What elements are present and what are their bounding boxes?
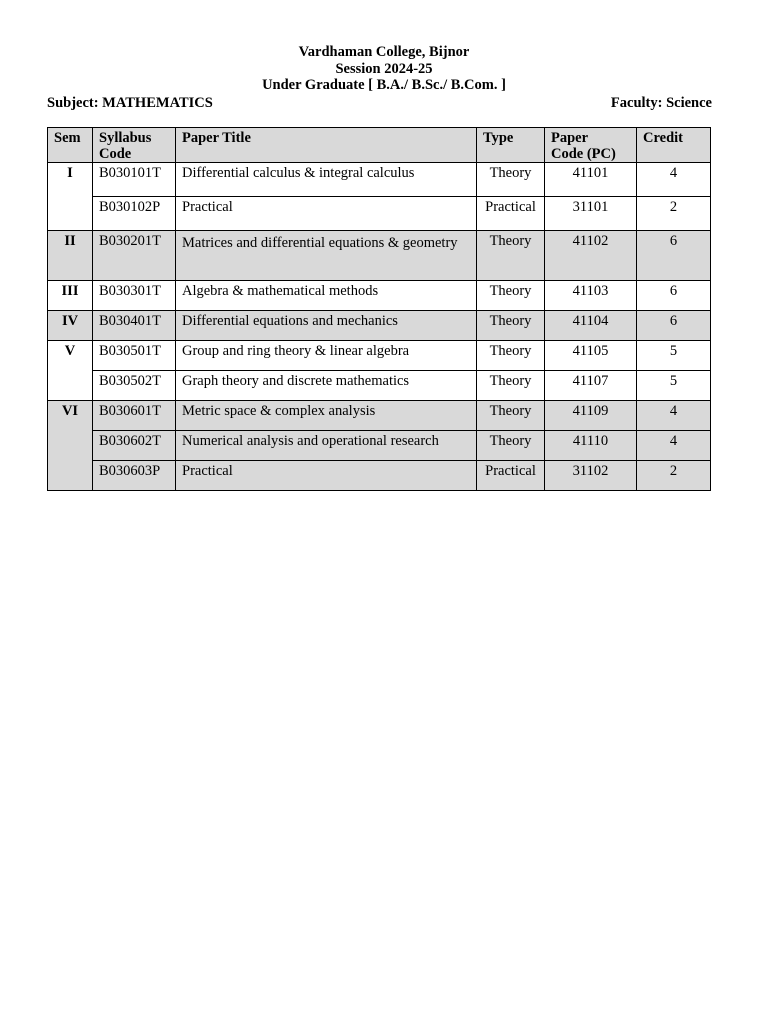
table-header-row bbox=[48, 128, 711, 163]
sem-cell: V bbox=[48, 341, 93, 401]
credit-cell: 4 bbox=[637, 401, 711, 431]
header-syllabus-code bbox=[93, 128, 176, 163]
subject-label: Subject: MATHEMATICS bbox=[47, 95, 213, 111]
paper-code-cell: 41103 bbox=[545, 281, 637, 311]
credit-cell: 4 bbox=[637, 163, 711, 197]
type-cell: Theory bbox=[477, 231, 545, 281]
paper-code-cell: 41105 bbox=[545, 341, 637, 371]
sem-cell: VI bbox=[48, 401, 93, 491]
syllabus-code-cell: B030101T bbox=[93, 163, 176, 197]
header-syllabus-code-line1: Syllabus bbox=[99, 130, 152, 146]
session-label: Session 2024-25 bbox=[335, 60, 433, 77]
college-name: Vardhaman College, Bijnor bbox=[298, 44, 470, 60]
type-cell: Practical bbox=[477, 197, 545, 231]
paper-title-cell: Practical bbox=[176, 461, 477, 491]
paper-code-cell: 41101 bbox=[545, 163, 637, 197]
type-cell: Theory bbox=[477, 341, 545, 371]
paper-code-cell: 31102 bbox=[545, 461, 637, 491]
header-sem: Sem bbox=[48, 128, 93, 163]
paper-title-cell: Group and ring theory & linear algebra bbox=[176, 341, 477, 371]
paper-title-cell: Differential equations and mechanics bbox=[176, 311, 477, 341]
type-cell: Theory bbox=[477, 401, 545, 431]
paper-title-cell: Practical bbox=[176, 197, 477, 231]
paper-code-cell: 41109 bbox=[545, 401, 637, 431]
table-row bbox=[48, 371, 711, 401]
type-cell: Practical bbox=[477, 461, 545, 491]
syllabus-code-cell: B030603P bbox=[93, 461, 176, 491]
syllabus-code-cell: B030301T bbox=[93, 281, 176, 311]
header-credit: Credit bbox=[637, 128, 711, 163]
syllabus-code-cell: B030401T bbox=[93, 311, 176, 341]
paper-code-cell: 41107 bbox=[545, 371, 637, 401]
paper-title-cell: Numerical analysis and operational research bbox=[176, 431, 477, 461]
syllabus-code-cell: B030201T bbox=[93, 231, 176, 281]
paper-code-cell: 31101 bbox=[545, 197, 637, 231]
table-row bbox=[48, 311, 711, 341]
paper-code-cell: 41104 bbox=[545, 311, 637, 341]
table-row bbox=[48, 461, 711, 491]
credit-cell: 4 bbox=[637, 431, 711, 461]
table-row bbox=[48, 163, 711, 197]
paper-title-cell: Algebra & mathematical methods bbox=[176, 281, 477, 311]
sem-cell: IV bbox=[48, 311, 93, 341]
header-paper-title: Paper Title bbox=[176, 128, 477, 163]
program-label: Under Graduate [ B.A./ B.Sc./ B.Com. ] bbox=[262, 77, 506, 93]
type-cell: Theory bbox=[477, 163, 545, 197]
credit-cell: 6 bbox=[637, 311, 711, 341]
sem-cell: III bbox=[48, 281, 93, 311]
table-row bbox=[48, 281, 711, 311]
header-paper-code-line1: Paper bbox=[551, 130, 589, 146]
credit-cell: 5 bbox=[637, 341, 711, 371]
type-cell: Theory bbox=[477, 371, 545, 401]
paper-title-cell: Differential calculus & integral calculus bbox=[176, 163, 477, 197]
credit-cell: 6 bbox=[637, 281, 711, 311]
syllabus-code-cell: B030502T bbox=[93, 371, 176, 401]
syllabus-code-cell: B030602T bbox=[93, 431, 176, 461]
paper-code-cell: 41102 bbox=[545, 231, 637, 281]
syllabus-code-cell: B030501T bbox=[93, 341, 176, 371]
header-type: Type bbox=[477, 128, 545, 163]
credit-cell: 2 bbox=[637, 461, 711, 491]
syllabus-code-cell: B030601T bbox=[93, 401, 176, 431]
header-syllabus-code-line2: Code bbox=[99, 146, 132, 162]
paper-title-cell: Matrices and differential equations & geometry bbox=[176, 231, 477, 281]
table-row bbox=[48, 431, 711, 461]
paper-title-cell: Metric space & complex analysis bbox=[176, 401, 477, 431]
faculty-label: Faculty: Science bbox=[610, 95, 712, 111]
type-cell: Theory bbox=[477, 281, 545, 311]
syllabus-table bbox=[47, 127, 711, 491]
credit-cell: 2 bbox=[637, 197, 711, 231]
credit-cell: 5 bbox=[637, 371, 711, 401]
sem-cell: II bbox=[48, 231, 93, 281]
credit-cell: 6 bbox=[637, 231, 711, 281]
sem-cell: I bbox=[48, 163, 93, 231]
type-cell: Theory bbox=[477, 431, 545, 461]
document-header bbox=[0, 44, 768, 94]
table-row bbox=[48, 401, 711, 431]
paper-code-cell: 41110 bbox=[545, 431, 637, 461]
header-paper-code-line2: Code (PC) bbox=[551, 146, 616, 162]
syllabus-code-cell: B030102P bbox=[93, 197, 176, 231]
type-cell: Theory bbox=[477, 311, 545, 341]
paper-title-cell: Graph theory and discrete mathematics bbox=[176, 371, 477, 401]
table-row bbox=[48, 341, 711, 371]
table-row bbox=[48, 197, 711, 231]
header-paper-code bbox=[545, 128, 637, 163]
table-row bbox=[48, 231, 711, 281]
